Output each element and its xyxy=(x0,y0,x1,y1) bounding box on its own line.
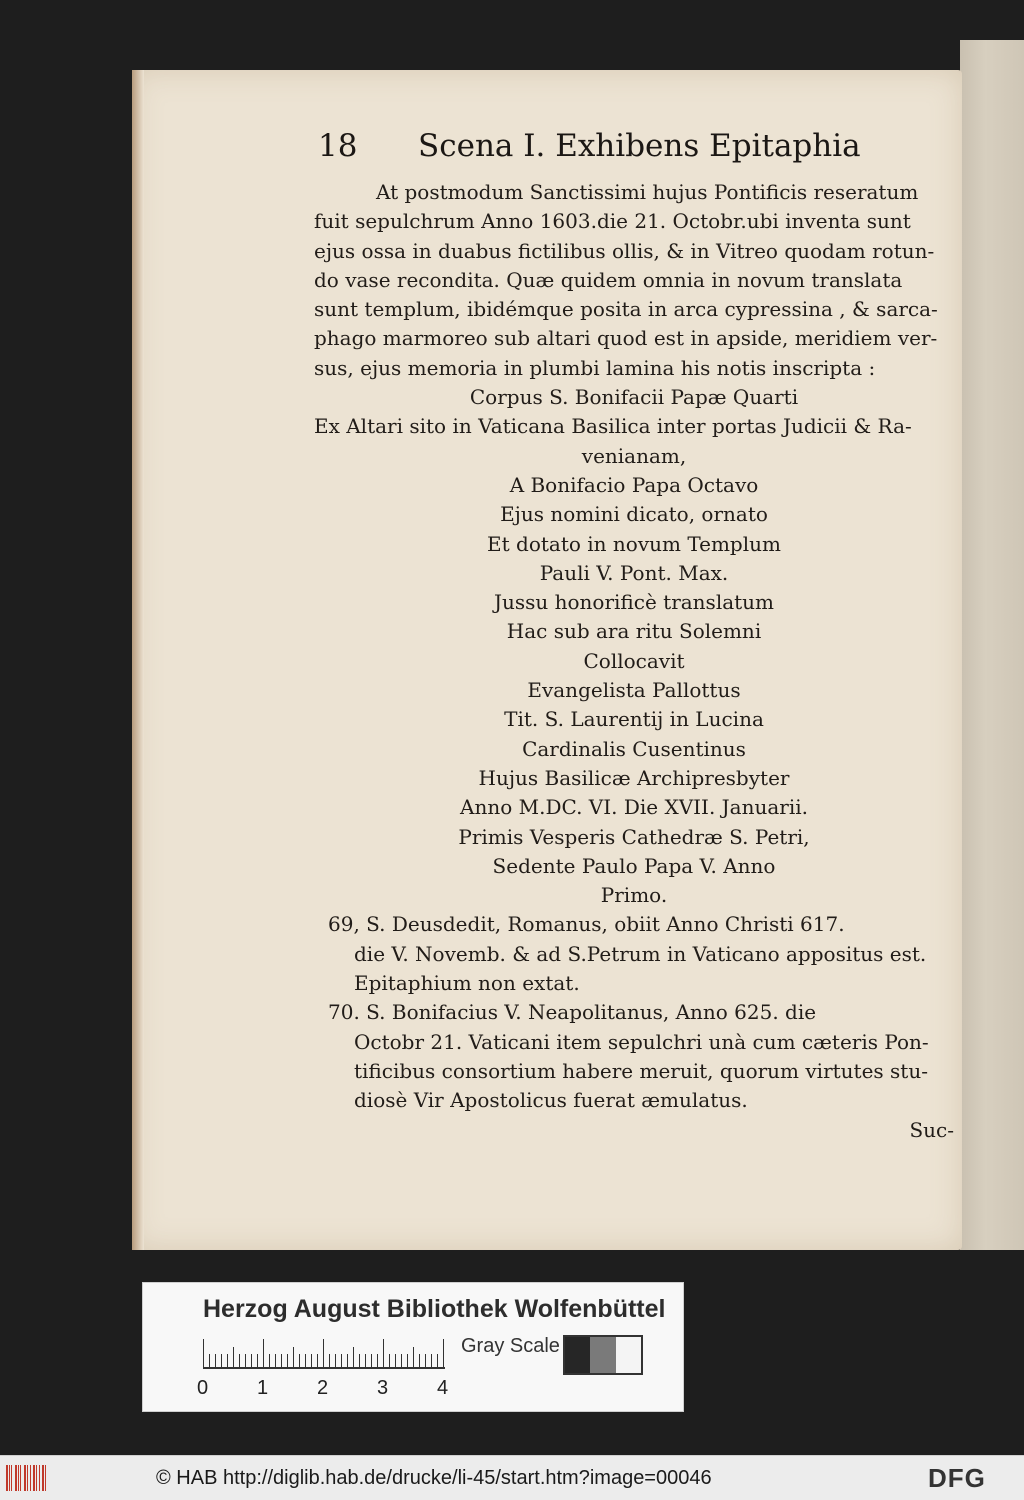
text-line: Jussu honorificè translatum xyxy=(493,590,775,615)
text-line: Primis Vesperis Cathedræ S. Petri, xyxy=(458,824,810,849)
text-line: Primo. xyxy=(600,883,668,908)
text-line: sus, ejus memoria in plumbi lamina his notis inscripta : xyxy=(314,355,876,380)
gray-swatch xyxy=(590,1337,615,1373)
barcode-bar xyxy=(42,1465,44,1491)
ruler-tick xyxy=(347,1354,348,1367)
ruler-tick xyxy=(251,1354,252,1367)
barcode-bar xyxy=(11,1465,12,1491)
text-line: venianam, xyxy=(581,443,687,468)
text-line: Collocavit xyxy=(583,648,685,673)
text-line: die V. Novemb. & ad S.Petrum in Vaticano appositus est. xyxy=(354,941,927,966)
viewer-footer xyxy=(0,1455,1024,1500)
barcode-bar xyxy=(6,1465,8,1491)
running-header xyxy=(318,128,861,164)
ruler-tick xyxy=(269,1354,270,1367)
ruler-tick xyxy=(353,1347,354,1367)
barcode-bar xyxy=(18,1465,19,1491)
ruler-tick xyxy=(239,1354,240,1367)
ruler-tick xyxy=(305,1354,306,1367)
barcode-bar xyxy=(45,1465,46,1491)
text-line: A Bonifacio Papa Octavo xyxy=(509,472,759,497)
text-line: Octobr 21. Vaticani item sepulchri unà cum cæteris Pon- xyxy=(354,1029,929,1054)
ruler-tick xyxy=(263,1339,264,1367)
ruler-tick xyxy=(293,1347,294,1367)
text-line: diosè Vir Apostolicus fuerat æmulatus. xyxy=(354,1088,748,1113)
text-line: Ex Altari sito in Vaticana Basilica inter portas Judicii & Ra- xyxy=(314,414,912,439)
running-head-title: Scena I. Exhibens Epitaphia xyxy=(418,128,861,164)
text-line: At postmodum Sanctissimi hujus Pontificis reseratum xyxy=(376,180,919,204)
ruler-tick xyxy=(365,1354,366,1367)
ruler-tick xyxy=(377,1354,378,1367)
gray-scale-swatches xyxy=(563,1335,643,1375)
ruler-tick xyxy=(413,1347,414,1367)
text-line: Corpus S. Bonifacii Papæ Quarti xyxy=(469,385,799,410)
text-line: do vase recondita. Quæ quidem omnia in novum translata xyxy=(314,267,903,292)
ruler-tick xyxy=(287,1354,288,1367)
ruler-tick xyxy=(257,1354,258,1367)
ruler-tick xyxy=(383,1339,384,1367)
text-line: Suc- xyxy=(909,1117,954,1142)
ruler-tick xyxy=(329,1354,330,1367)
ruler-tick xyxy=(419,1354,420,1367)
text-line: phago marmoreo sub altari quod est in apside, meridiem ver- xyxy=(314,326,938,351)
ruler-tick xyxy=(443,1339,444,1367)
text-line: fuit sepulchrum Anno 1603.die 21. Octobr.ubi inventa sunt xyxy=(314,209,911,234)
barcode-bar xyxy=(15,1465,17,1491)
text-line: Hac sub ara ritu Solemni xyxy=(506,619,762,644)
page-gutter-shadow xyxy=(132,70,144,1250)
ruler-tick xyxy=(221,1354,222,1367)
dfg-logo: DFG xyxy=(928,1463,986,1493)
hab-barcode-icon xyxy=(6,1465,48,1491)
ruler-tick xyxy=(233,1347,234,1367)
ruler-tick xyxy=(395,1354,396,1367)
ruler-tick xyxy=(299,1354,300,1367)
text-line: Et dotato in novum Templum xyxy=(487,531,781,556)
barcode-bar xyxy=(39,1465,40,1491)
ruler-tick xyxy=(215,1354,216,1367)
text-line: Anno M.DC. VI. Die XVII. Januarii. xyxy=(460,795,808,820)
text-line: ejus ossa in duabus fictilibus ollis, & in Vitreo quodam rotun- xyxy=(314,238,935,263)
ruler-tick xyxy=(425,1354,426,1367)
gray-swatch xyxy=(565,1337,590,1373)
text-line: Epitaphium non extat. xyxy=(354,971,580,996)
ruler-tick xyxy=(359,1354,360,1367)
ruler-tick xyxy=(437,1354,438,1367)
ruler-tick xyxy=(401,1354,402,1367)
ruler-tick xyxy=(323,1339,324,1367)
text-line: 69, S. Deusdedit, Romanus, obiit Anno Christi 617. xyxy=(328,912,845,937)
ruler-label: 4 xyxy=(437,1377,449,1399)
barcode-bar xyxy=(24,1465,26,1491)
barcode-bar xyxy=(36,1465,37,1491)
page-text-block xyxy=(314,178,954,1145)
ruler-tick xyxy=(407,1354,408,1367)
scale-ruler xyxy=(203,1339,447,1373)
ruler-tick xyxy=(281,1354,282,1367)
ruler-tick xyxy=(209,1354,210,1367)
text-line: 70. S. Bonifacius V. Neapolitanus, Anno 625. die xyxy=(328,1000,817,1025)
text-line: Ejus nomini dicato, ornato xyxy=(500,502,768,527)
barcode-bar xyxy=(30,1465,31,1491)
barcode-bar xyxy=(20,1465,21,1491)
hab-reference-card xyxy=(142,1282,684,1412)
ruler-tick xyxy=(317,1354,318,1367)
ruler-tick xyxy=(245,1354,246,1367)
barcode-bar xyxy=(9,1465,10,1491)
barcode-bar xyxy=(27,1465,28,1491)
ruler-labels xyxy=(197,1377,457,1401)
text-line: Hujus Basilicæ Archipresbyter xyxy=(478,765,790,790)
ruler-tick xyxy=(431,1354,432,1367)
ruler-tick xyxy=(203,1339,204,1367)
text-line: Sedente Paulo Papa V. Anno xyxy=(492,853,776,878)
ruler-tick xyxy=(341,1354,342,1367)
ruler-label: 2 xyxy=(317,1377,329,1399)
ruler-tick xyxy=(371,1354,372,1367)
ruler-label: 3 xyxy=(377,1377,389,1399)
attribution-link[interactable]: © HAB http://diglib.hab.de/drucke/li-45/start.htm?image=00046 xyxy=(156,1467,712,1489)
text-line: sunt templum, ibidémque posita in arca cypressina , & sarca- xyxy=(314,297,938,322)
library-name: Herzog August Bibliothek Wolfenbüttel xyxy=(203,1295,666,1323)
gray-scale-label: Gray Scale xyxy=(461,1335,560,1357)
text-line: tificibus consortium habere meruit, quorum virtutes stu- xyxy=(354,1058,928,1083)
page-number: 18 xyxy=(318,128,358,164)
ruler-label: 0 xyxy=(197,1377,209,1399)
text-line: Evangelista Pallottus xyxy=(527,678,741,703)
ruler-baseline xyxy=(203,1367,445,1369)
ruler-tick xyxy=(227,1354,228,1367)
ruler-tick xyxy=(275,1354,276,1367)
text-line: Cardinalis Cusentinus xyxy=(522,736,746,761)
ruler-tick xyxy=(311,1354,312,1367)
ruler-label: 1 xyxy=(257,1377,269,1399)
ruler-tick xyxy=(389,1354,390,1367)
text-line: Tit. S. Laurentij in Lucina xyxy=(504,707,764,732)
barcode-bar xyxy=(33,1465,35,1491)
text-line: Pauli V. Pont. Max. xyxy=(539,560,729,585)
gray-swatch xyxy=(616,1337,641,1373)
next-page-edge xyxy=(960,40,1024,1250)
ruler-tick xyxy=(335,1354,336,1367)
